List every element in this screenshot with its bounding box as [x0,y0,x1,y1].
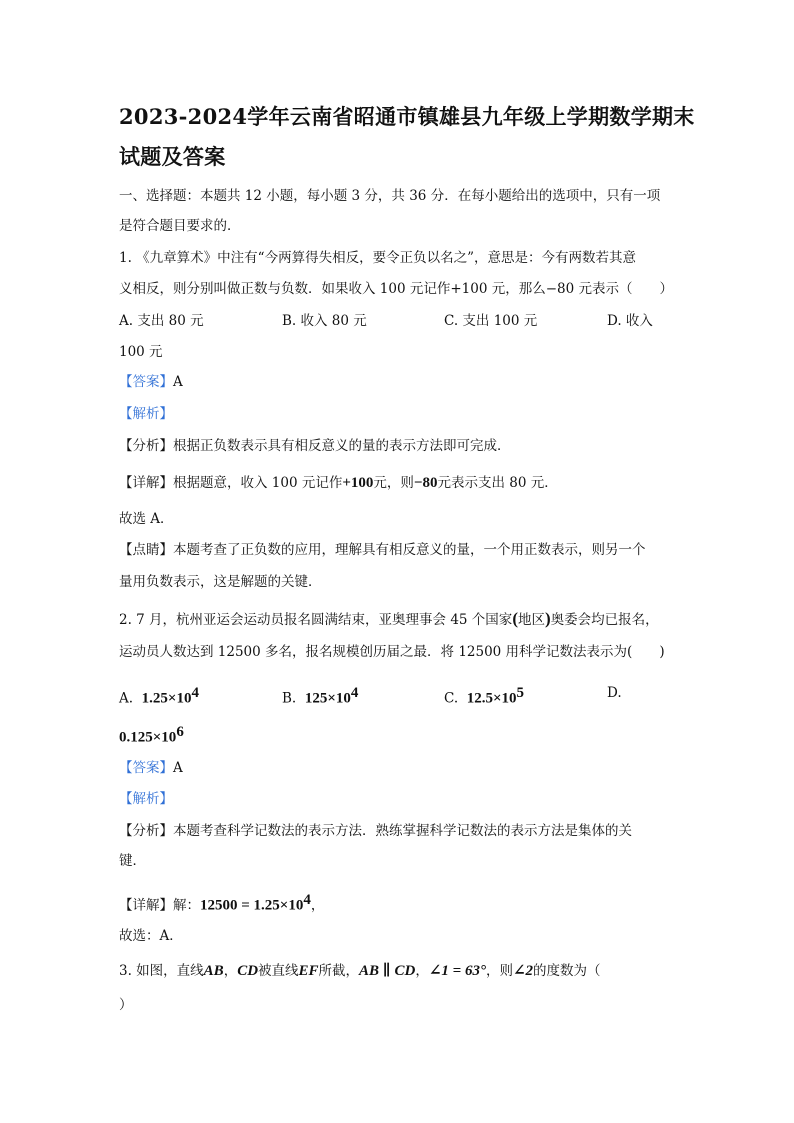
math-cd: CD [237,963,259,979]
math-expression: 12500 = 1.25×10 [200,897,304,914]
q2-option-c [444,683,524,709]
dianjing-tag: 【点睛】 [119,542,173,558]
detail-text-b: 元，则 [373,475,414,491]
math-expression: 0.125×10 [119,729,177,746]
answer-value: A [173,374,183,390]
detail-tag: 【详解】 [119,475,173,491]
q1-option-b: B. 收入 80 元 [282,313,367,329]
detail-text-a: 根据题意，收入 100 元记作 [173,475,343,491]
q2-answer [119,758,679,778]
fenxi-tag: 【分析】 [119,823,173,839]
math-minus80: −80 [413,475,438,491]
exponent: 6 [176,724,184,740]
math-expression: 1.25×10 [141,690,192,707]
q2-stem-text-b: 奥委会均已报名， [550,612,659,628]
math-angle2: ∠2 [512,963,534,979]
answer-tag: 【答案】 [119,374,173,390]
fenxi-text: 本题考查科学记数法的表示方法．熟练掌握科学记数法的表示方法是集体的关 [173,823,632,839]
q2-fenxi-cont: 键． [119,853,146,869]
q3-text-c: 被直线 [258,963,299,979]
option-label: B. [282,690,297,707]
math-ef: EF [298,963,319,979]
analysis-tag: 【解析】 [119,406,173,422]
q2-analysis-heading [119,789,679,809]
answer-tag: 【答案】 [119,760,173,776]
q2-option-d-cont [119,722,679,748]
q2-option-d [607,683,622,703]
paren-open: ( [512,609,518,628]
q2-option-b [282,683,358,709]
paren-close: ) [544,609,551,628]
q1-answer [119,372,679,392]
q2-region-text: 地区 [517,612,545,628]
q1-option-a: A. 支出 80 元 [119,313,204,329]
q2-stem-line-1 [119,609,679,630]
math-parallel: AB ∥ CD [359,963,416,979]
q1-option-d-cont: 100 元 [119,344,163,360]
answer-value: A [173,760,183,776]
q1-fenxi [119,436,679,456]
q2-stem-line-2: 运动员人数达到 12500 多名，报名规模创历届之最．将 12500 用科学记数法表示为( ) [119,644,665,660]
q1-option-c: C. 支出 100 元 [444,313,538,329]
analysis-tag: 【解析】 [119,791,173,807]
q3-text-g: 的度数为（ [533,963,601,979]
exponent: 5 [516,685,525,701]
detail-tag: 【详解】 [119,897,173,914]
option-label: A. [119,690,134,707]
section-header: 一、选择题：本题共 12 小题，每小题 3 分，共 36 分．在每小题给出的选项中，只有一项 [119,188,661,204]
q1-analysis-heading [119,404,679,424]
q1-stem-line-2: 义相反，则分别叫做正数与负数．如果收入 100 元记作+100 元，那么−80 元表示（ ） [119,281,673,297]
section-header-cont: 是符合题目要求的． [119,218,241,234]
math-expression: 125×10 [304,690,351,707]
q2-stem-text-a: 2. 7 月，杭州亚运会运动员报名圆满结束，亚奥理事会 45 个国家 [119,612,513,628]
detail-text-a: 解： [173,897,200,914]
option-label: C. [444,690,459,707]
q2-option-a [119,683,199,709]
q1-conclusion: 故选 A． [119,511,174,527]
document-title-line-2: 试题及答案 [119,144,226,169]
q3-text-a: 3. 如图，直线 [119,963,204,979]
detail-text-b: ， [310,897,325,914]
math-plus100: +100 [342,475,374,491]
q1-detail [119,473,679,493]
q3-text-e: ， [415,963,429,979]
q3-text-d: 所截， [318,963,360,979]
exponent: 4 [350,685,359,701]
q2-detail [119,890,679,916]
q3-text-b: ， [223,963,238,979]
math-ab: AB [203,963,224,979]
document-title-line-1: 2023-2024学年云南省昭通市镇雄县九年级上学期数学期末 [119,104,695,129]
exponent: 4 [191,685,199,701]
fenxi-tag: 【分析】 [119,438,173,454]
dianjing-text: 本题考查了正负数的应用，理解具有相反意义的量，一个用正数表示，则另一个 [173,542,646,558]
q1-option-d: D. 收入 [607,313,653,329]
option-label: D. [607,685,622,701]
q3-stem-line-1 [119,961,679,981]
math-expression: 12.5×10 [466,690,517,707]
detail-text-c: 元表示支出 80 元． [437,475,558,491]
q2-conclusion: 故选：A． [119,928,183,944]
q2-fenxi [119,821,679,841]
q3-text-f: ，则 [485,963,513,979]
q1-dianjing [119,540,679,560]
fenxi-text: 根据正负数表示具有相反意义的量的表示方法即可完成． [173,438,511,454]
q1-stem-line-1: 1. 《九章算术》中注有“今两算得失相反，要令正负以名之”，意思是：今有两数若其意 [119,250,636,266]
math-angle1: ∠1 = 63° [428,963,486,979]
exponent: 4 [303,892,311,908]
q1-dianjing-cont: 量用负数表示，这是解题的关键． [119,574,322,590]
q3-stem-line-2: ） [119,997,133,1013]
